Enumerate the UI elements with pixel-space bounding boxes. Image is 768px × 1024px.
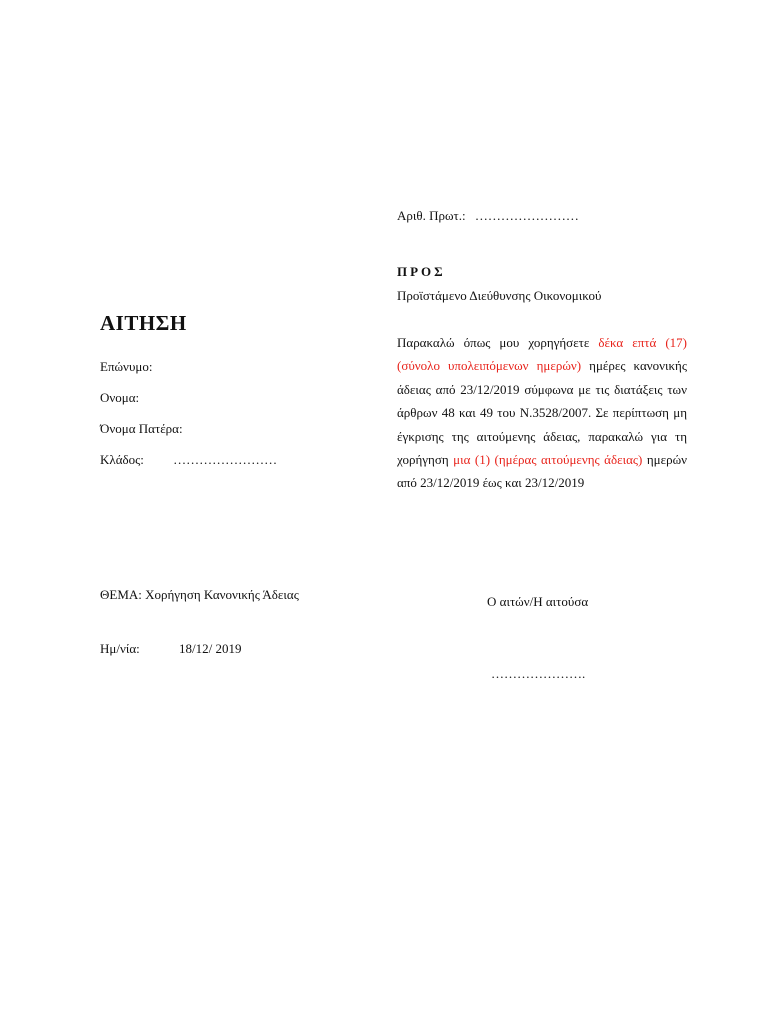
recipient-heading: ΠΡΟΣ xyxy=(397,264,446,279)
field-branch xyxy=(100,452,277,468)
protocol-number xyxy=(397,208,579,224)
field-branch-label: Κλάδος: xyxy=(100,452,144,467)
document-title: ΑΙΤΗΣΗ xyxy=(100,311,187,335)
request-body xyxy=(397,331,687,495)
date-line xyxy=(100,641,242,657)
recipient-name: Προϊστάμενο Διεύθυνσης Οικονομικού xyxy=(397,288,602,303)
body-text-1: Παρακαλώ όπως μου χορηγήσετε xyxy=(397,335,590,350)
body-highlight-days: δέκα επτά (17) (σύνολο υπολειπόμενων ημερών) xyxy=(397,335,687,374)
signature-label: Ο αιτών/Η αιτούσα xyxy=(487,594,589,609)
protocol-dots: …………………… xyxy=(474,208,579,223)
subject-line: ΘΕΜΑ: Χορήγηση Κανονικής Άδειας xyxy=(100,587,299,602)
field-father-name: Όνομα Πατέρα: xyxy=(100,421,183,436)
body-highlight-fallback: μια (1) (ημέρας αιτούμενης άδειας) xyxy=(453,452,643,468)
field-name: Ονομα: xyxy=(100,390,140,405)
protocol-label: Αριθ. Πρωτ.: xyxy=(397,208,466,223)
body-text-2: ημέρες κανονικής άδειας από 23/12/2019 σύμφωνα με τις διατάξεις των άρθρων 48 και 49 του Ν.3528/2007. Σε περίπτωση μη έγκρισης της αιτούμενης άδειας, παρακαλώ για τη χορήγηση xyxy=(397,358,688,468)
body-text-3: ημερών από 23/12/2019 έως και 23/12/2019 xyxy=(397,452,688,491)
field-surname: Επώνυμο: xyxy=(100,359,153,374)
signature-dots: …………………. xyxy=(491,666,586,681)
field-branch-dots: …………………… xyxy=(173,452,278,467)
date-value: 18/12/ 2019 xyxy=(179,641,242,656)
date-label: Ημ/νία: xyxy=(100,641,140,656)
